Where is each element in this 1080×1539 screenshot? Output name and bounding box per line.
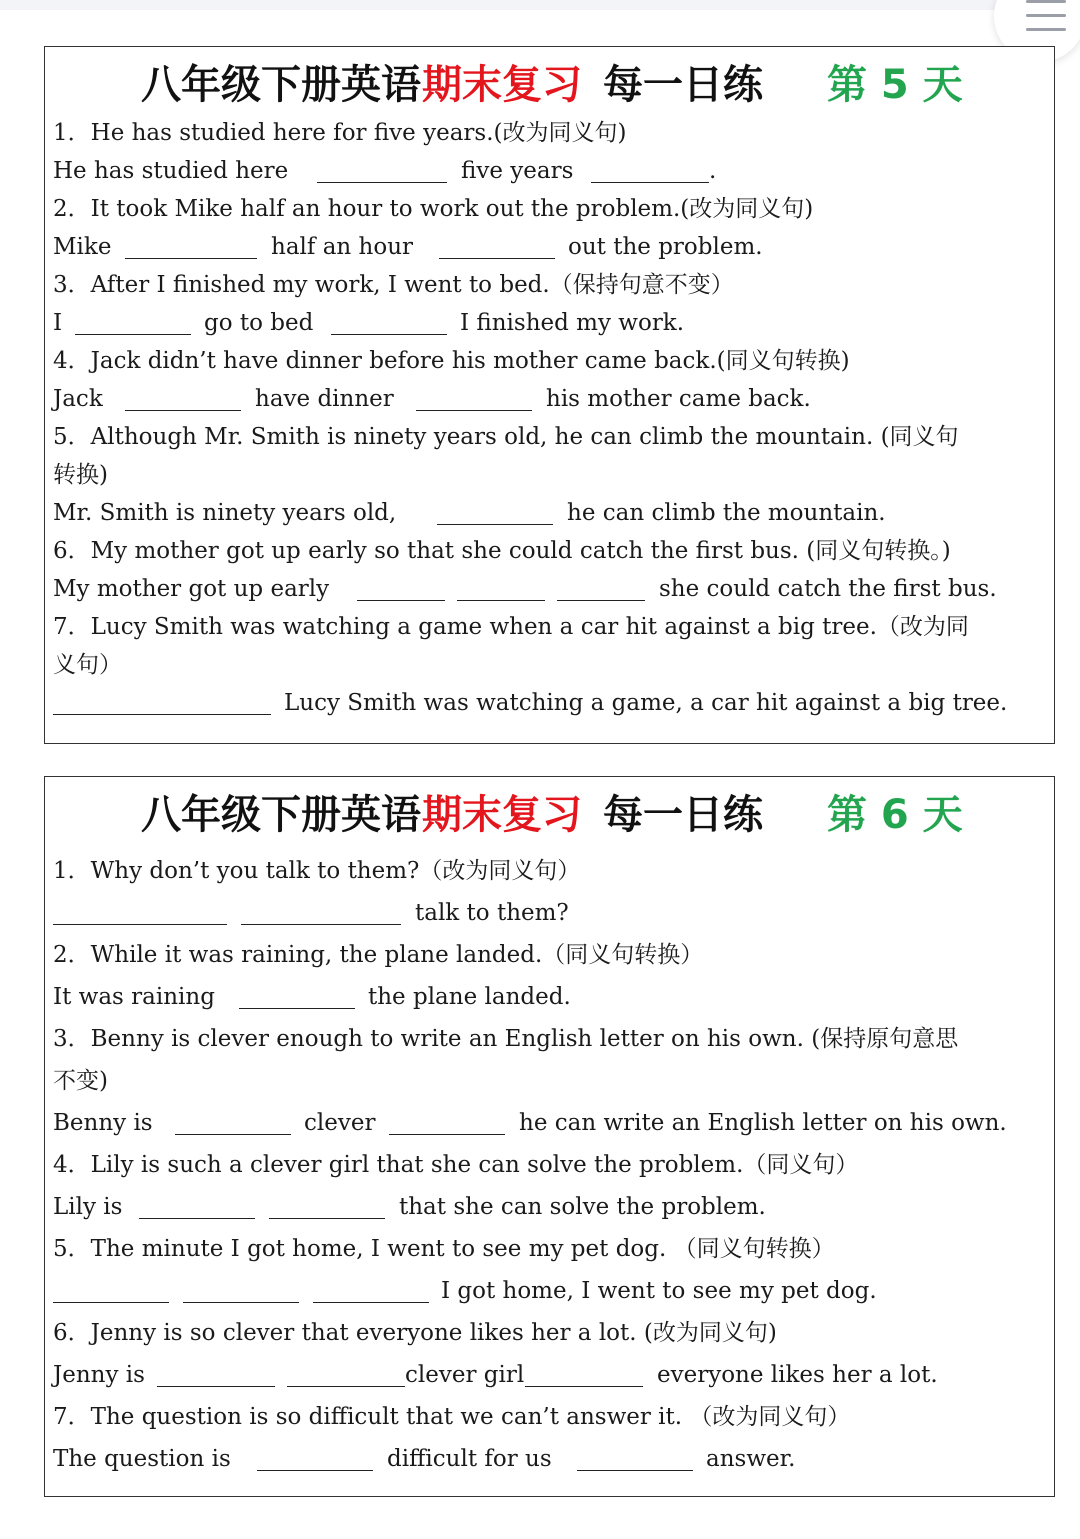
answer-text: The question is (53, 1446, 231, 1472)
answer-blank[interactable] (313, 1302, 429, 1303)
top-bar (0, 0, 1080, 10)
answer-text: Jenny is (53, 1362, 145, 1388)
worksheet-day-5 (44, 46, 1055, 744)
answer-text: . (709, 158, 717, 184)
answer-text: Benny is (53, 1110, 153, 1136)
answer-text: answer. (706, 1446, 796, 1472)
answer-blank[interactable] (439, 258, 555, 259)
question-4: 4．Lily is such a clever girl that she can solve the problem.（同义句） (53, 1152, 859, 1178)
answer-text: she could catch the first bus. (659, 576, 997, 602)
answer-blank[interactable] (139, 1218, 255, 1219)
question-6: 6．Jenny is so clever that everyone likes her a lot. (改为同义句) (53, 1320, 777, 1346)
answer-text: the plane landed. (368, 984, 571, 1010)
question-7-cont: 义句） (53, 652, 122, 678)
question-3: 3．After I finished my work, I went to bed.（保持句意不变） (53, 272, 734, 298)
answer-blank[interactable] (437, 524, 553, 525)
title-prefix: 八年级下册英语 (141, 62, 421, 108)
question-5-cont: 转换) (53, 462, 108, 488)
question-1: 1．Why don’t you talk to them?（改为同义句） (53, 858, 581, 884)
answer-blank[interactable] (591, 182, 709, 183)
answer-blank[interactable] (157, 1386, 275, 1387)
title-suffix: 每一日练 (603, 62, 763, 108)
answer-text: He has studied here (53, 158, 289, 184)
answer-blank[interactable] (183, 1302, 299, 1303)
answer-text: Lucy Smith was watching a game, a car hit against a big tree. (284, 690, 1008, 716)
answer-text: he can write an English letter on his own. (519, 1110, 1007, 1136)
question-5: 5．The minute I got home, I went to see my pet dog. （同义句转换） (53, 1236, 835, 1262)
answer-blank[interactable] (239, 1008, 355, 1009)
title-prefix: 八年级下册英语 (141, 792, 421, 838)
answer-blank[interactable] (331, 334, 447, 335)
answer-blank[interactable] (557, 600, 645, 601)
answer-text: that she can solve the problem. (399, 1194, 766, 1220)
answer-text: five years (461, 158, 574, 184)
menu-icon-line (1026, 14, 1066, 17)
answer-blank[interactable] (357, 600, 445, 601)
answer-text: talk to them? (415, 900, 569, 926)
question-7: 7．Lucy Smith was watching a game when a car hit against a big tree.（改为同 (53, 614, 969, 640)
answer-text: It was raining (53, 984, 215, 1010)
worksheet-day-6 (44, 776, 1055, 1497)
answer-text: he can climb the mountain. (567, 500, 886, 526)
answer-blank[interactable] (53, 924, 227, 925)
answer-text: his mother came back. (546, 386, 811, 412)
question-3-cont: 不变) (53, 1068, 108, 1094)
answer-blank[interactable] (525, 1386, 643, 1387)
question-7: 7．The question is so difficult that we can’t answer it. （改为同义句） (53, 1404, 851, 1430)
answer-text: Mike (53, 234, 112, 260)
answer-blank[interactable] (53, 1302, 169, 1303)
answer-text: difficult for us (387, 1446, 552, 1472)
answer-text: everyone likes her a lot. (657, 1362, 938, 1388)
worksheet-title (45, 783, 1054, 847)
answer-text: go to bed (204, 310, 314, 336)
answer-blank[interactable] (416, 410, 532, 411)
title-highlight: 期末复习 (422, 62, 582, 108)
title-day: 第 5 天 (827, 62, 963, 108)
answer-blank[interactable] (287, 1386, 405, 1387)
answer-blank[interactable] (269, 1218, 385, 1219)
question-6: 6．My mother got up early so that she could catch the first bus. (同义句转换。) (53, 538, 951, 564)
answer-blank[interactable] (241, 924, 401, 925)
question-3: 3．Benny is clever enough to write an English letter on his own. (保持原句意思 (53, 1026, 959, 1052)
answer-blank[interactable] (577, 1470, 693, 1471)
answer-blank[interactable] (257, 1470, 373, 1471)
answer-blank[interactable] (75, 334, 191, 335)
question-1: 1．He has studied here for five years.(改为同义句) (53, 120, 627, 146)
answer-blank[interactable] (125, 258, 257, 259)
question-2: 2．It took Mike half an hour to work out the problem.(改为同义句) (53, 196, 814, 222)
menu-icon-line (1026, 0, 1066, 3)
answer-text: Mr. Smith is ninety years old, (53, 500, 397, 526)
answer-text: Lily is (53, 1194, 123, 1220)
title-day: 第 6 天 (827, 792, 963, 838)
question-2: 2．While it was raining, the plane landed.（同义句转换） (53, 942, 704, 968)
answer-text: have dinner (255, 386, 394, 412)
title-suffix: 每一日练 (603, 792, 763, 838)
answer-text: out the problem. (568, 234, 763, 260)
worksheet-title (45, 53, 1054, 117)
answer-text: My mother got up early (53, 576, 330, 602)
answer-blank[interactable] (125, 410, 241, 411)
answer-text: clever girl (405, 1362, 525, 1388)
answer-blank[interactable] (53, 714, 271, 715)
answer-blank[interactable] (175, 1134, 291, 1135)
answer-text: half an hour (271, 234, 414, 260)
answer-text: Jack (53, 386, 103, 412)
answer-blank[interactable] (457, 600, 545, 601)
question-5: 5．Although Mr. Smith is ninety years old, he can climb the mountain. (同义句 (53, 424, 959, 450)
title-highlight: 期末复习 (422, 792, 582, 838)
answer-text: I finished my work. (460, 310, 685, 336)
answer-text: clever (304, 1110, 376, 1136)
answer-text: I got home, I went to see my pet dog. (441, 1278, 877, 1304)
menu-icon-line (1026, 28, 1066, 31)
answer-blank[interactable] (389, 1134, 505, 1135)
answer-text: I (53, 310, 63, 336)
answer-blank[interactable] (317, 182, 447, 183)
question-4: 4．Jack didn’t have dinner before his mother came back.(同义句转换) (53, 348, 850, 374)
